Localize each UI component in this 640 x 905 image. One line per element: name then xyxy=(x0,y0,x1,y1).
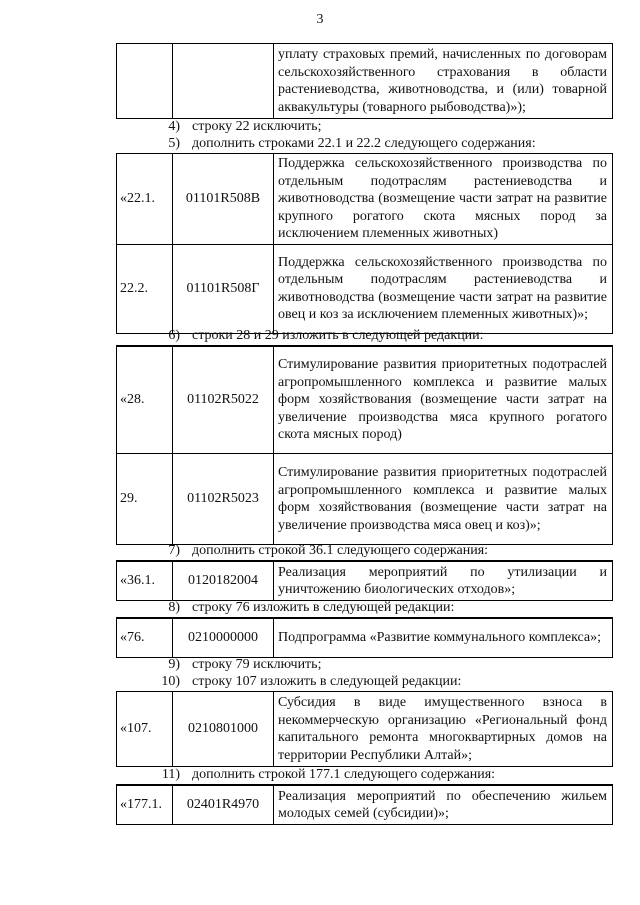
table-row xyxy=(117,692,613,767)
row-text: Реализация мероприятий по обеспечению жильем молодых семей (субсидии)»; xyxy=(274,786,613,825)
item-text: строку 76 изложить в следующей редакции: xyxy=(192,600,455,615)
list-item xyxy=(116,599,613,618)
table-row-76 xyxy=(116,618,613,658)
table-rows-28-29 xyxy=(116,346,613,545)
table-row xyxy=(117,347,613,454)
list-item xyxy=(116,673,613,691)
table-row xyxy=(117,244,613,333)
table-row xyxy=(117,44,613,119)
row-number: «22.1. xyxy=(117,154,173,245)
list-item xyxy=(116,766,613,785)
item-number: 6) xyxy=(168,328,180,343)
row-code: 01101R508Г xyxy=(173,244,274,333)
row-number: 29. xyxy=(117,454,173,545)
page-number: 3 xyxy=(316,12,324,27)
list-item xyxy=(116,327,613,346)
row-text: уплату страховых премий, начисленных по договорам сельскохозяйственного страхования в области растениеводства, животноводства, и (или) товарной аквакультуры (товарного рыбоводства)»); xyxy=(274,44,613,119)
row-number: «107. xyxy=(117,692,173,767)
item-number: 5) xyxy=(168,136,180,151)
table-row xyxy=(117,454,613,545)
row-number: «76. xyxy=(117,619,173,658)
row-text: Поддержка сельскохозяйственного производства по отдельным подотраслям растениеводства и животноводства (возмещение части затрат на развитие овец и коз за исключением племенных животных)»; xyxy=(274,244,613,333)
row-code xyxy=(173,44,274,119)
item-number: 10) xyxy=(161,674,180,689)
row-code: 0210000000 xyxy=(173,619,274,658)
row-number: «28. xyxy=(117,347,173,454)
item-text: дополнить строками 22.1 и 22.2 следующего содержания: xyxy=(192,136,536,151)
table-row xyxy=(117,619,613,658)
row-text: Стимулирование развития приоритетных подотраслей агропромышленного комплекса и развитие малых форм хозяйствования (возмещение части затрат на увеличение производства мяса овец и коз)»; xyxy=(274,454,613,545)
row-number: «36.1. xyxy=(117,562,173,601)
list-item xyxy=(116,542,613,561)
item-text: строки 28 и 29 изложить в следующей редакции: xyxy=(192,328,484,343)
row-number: «177.1. xyxy=(117,786,173,825)
row-text: Стимулирование развития приоритетных подотраслей агропромышленного комплекса и развитие малых форм хозяйствования (возмещение части затрат на увеличение производства мяса крупного рогатого скота мясных пород) xyxy=(274,347,613,454)
row-code: 02401R4970 xyxy=(173,786,274,825)
item-text: дополнить строкой 36.1 следующего содержания: xyxy=(192,543,489,558)
table-row-107 xyxy=(116,691,613,767)
item-text: строку 22 исключить; xyxy=(192,119,322,134)
row-number: 22.2. xyxy=(117,244,173,333)
table-row xyxy=(117,154,613,245)
item-number: 7) xyxy=(168,543,180,558)
table-rows-22 xyxy=(116,153,613,334)
list-item xyxy=(116,135,613,153)
item-text: строку 107 изложить в следующей редакции: xyxy=(192,674,462,689)
row-text: Реализация мероприятий по утилизации и уничтожению биологических отходов»; xyxy=(274,562,613,601)
row-code: 01102R5022 xyxy=(173,347,274,454)
row-code: 01101R508В xyxy=(173,154,274,245)
row-number xyxy=(117,44,173,119)
row-text: Субсидия в виде имущественного взноса в некоммерческую организацию «Региональный фонд капитального ремонта многоквартирных домов на территории Республики Алтай»; xyxy=(274,692,613,767)
item-text: дополнить строкой 177.1 следующего содержания: xyxy=(192,767,496,782)
row-code: 01102R5023 xyxy=(173,454,274,545)
table-row xyxy=(117,786,613,825)
table-row-177-1 xyxy=(116,785,613,825)
table-row-36-1 xyxy=(116,561,613,601)
row-text: Поддержка сельскохозяйственного производства по отдельным подотраслям растениеводства и животноводства (возмещение части затрат на развитие крупного рогатого скота мясных пород за исключением племенных животных) xyxy=(274,154,613,245)
row-code: 0210801000 xyxy=(173,692,274,767)
row-code: 0120182004 xyxy=(173,562,274,601)
row-text: Подпрограмма «Развитие коммунального комплекса»; xyxy=(274,619,613,658)
item-number: 9) xyxy=(168,657,180,672)
list-item xyxy=(116,118,613,136)
table-row xyxy=(117,562,613,601)
item-number: 8) xyxy=(168,600,180,615)
item-text: строку 79 исключить; xyxy=(192,657,322,672)
table-continuation xyxy=(116,43,613,119)
item-number: 11) xyxy=(161,767,180,782)
list-item xyxy=(116,656,613,674)
item-number: 4) xyxy=(168,119,180,134)
